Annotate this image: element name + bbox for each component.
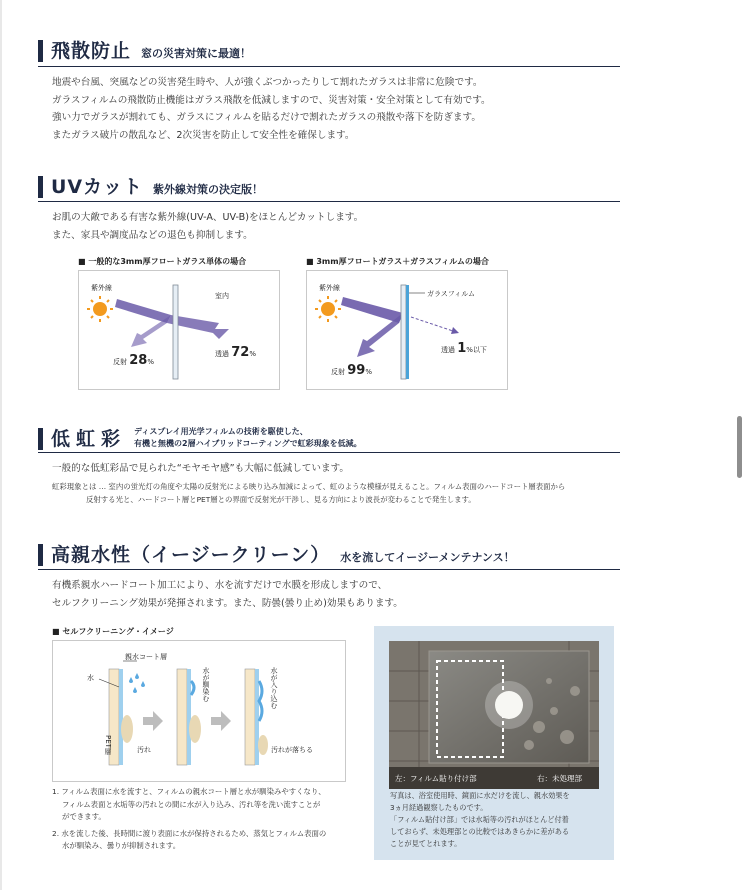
dirt-label: 汚れ (137, 746, 151, 754)
reflect-unit: % (365, 368, 372, 376)
sun-icon (315, 296, 341, 322)
seep-label: 水が馴染む (202, 667, 210, 702)
reflect-label: 反射 (113, 358, 127, 366)
transmit-unit: % (466, 346, 473, 354)
iridescence-body: 一般的な低虹彩品で見られた“モヤモヤ感”も大幅に低減しています。 (52, 463, 349, 474)
transmit-readout (215, 345, 256, 360)
iridescence-note (52, 481, 632, 506)
transmit-suffix: 以下 (472, 346, 487, 354)
caption-line: しておらず、未処理部との比較ではあきらかに差がある (390, 827, 570, 836)
body-line: 強い力でガラスが割れても、ガラスにフィルムを貼るだけで割れたガラスの飛散や落下を防ぎます。 (52, 112, 481, 123)
transmit-label: 透過 (215, 350, 229, 358)
reflect-readout (113, 353, 154, 368)
reflect-unit: % (147, 358, 154, 366)
transmit-dashed-line (411, 317, 453, 331)
reflect-value: 99 (347, 363, 366, 378)
body-line: 有機系親水ハードコート加工により、水を流すだけで水膜を形成しますので、 (52, 580, 388, 591)
heading-bar (38, 428, 43, 450)
subtitle-line: 有機と無機の2層ハイブリッドコーティングで虹彩現象を低減。 (134, 439, 362, 448)
glass-pane (401, 285, 406, 379)
note-line: 2. 水を流した後、長時間に渡り表面に水が保持されるため、蒸気とフィルム表面の (52, 828, 327, 838)
caption-line: 「フィルム貼付け部」では水垢等の汚れがほとんど付着 (390, 815, 569, 824)
film-layer (406, 285, 409, 379)
reflect-readout (331, 363, 372, 378)
pet-label: PET層 (104, 735, 112, 755)
uv-body (52, 209, 622, 244)
page-left-edge (0, 0, 2, 890)
step-arrow (211, 711, 231, 731)
glass-pane (173, 285, 178, 379)
heading-bar (38, 544, 43, 566)
section-title: UVカット (51, 176, 143, 198)
section-title: 低虹彩 (51, 428, 127, 450)
uv-diagram-right (306, 270, 508, 390)
body-line: お肌の大敵である有害な紫外線(UV-A、UV-B)をほとんどカットします。 (52, 212, 364, 223)
transmit-readout (441, 341, 487, 356)
note-line: 虹彩現象とは … 室内の蛍光灯の角度や太陽の反射光による映り込み加減によって、虹のような模様が見えること。フィルム表面のハードコート層表面から (52, 482, 566, 491)
film-label: ガラスフィルム (427, 290, 475, 298)
self-cleaning-graphic (53, 641, 345, 781)
uv-diagram-left (78, 270, 280, 390)
photo-left-label: 左：フィルム貼り付け部 (395, 774, 477, 783)
caption-line: ことが見てとれます。 (390, 839, 462, 848)
heading-bar (38, 40, 43, 62)
scrollbar-thumb[interactable] (737, 416, 742, 478)
transmit-label: 透過 (441, 346, 455, 354)
water-label: 水 (87, 674, 94, 682)
note-line: ができます。 (62, 812, 106, 821)
section-shatter-heading (38, 40, 251, 62)
reflect-label: 反射 (331, 368, 345, 376)
coat-label: 親水コート層 (125, 653, 167, 661)
incoming-uv-arrow (115, 299, 171, 323)
bathroom-mirror-photo (389, 641, 599, 789)
photo-right-label: 右：未処理部 (537, 774, 582, 783)
section-title: 飛散防止 (51, 40, 132, 62)
sun-icon (87, 296, 113, 322)
transmit-value: 72 (231, 345, 250, 360)
section-rule (38, 201, 620, 202)
section-subtitle: 窓の災害対策に最適！ (141, 47, 252, 60)
self-cleaning-diagram (52, 640, 346, 782)
uv-diagram-left-caption: ■ 一般的な3mm厚フロートガラス単体の場合 (78, 257, 247, 266)
section-uv-heading (38, 176, 263, 198)
note-line: 水が馴染み、曇りが抑制されます。 (62, 841, 181, 850)
section-subtitle (134, 426, 362, 450)
self-cleaning-notes (52, 786, 352, 853)
shatter-body (52, 74, 622, 144)
body-line: またガラス破片の散乱など、2次災害を防止して安全性を確保します。 (52, 129, 355, 141)
self-cleaning-caption: ■ セルフクリーニング・イメージ (52, 627, 174, 636)
body-line: 地震や台風、突風などの災害発生時や、人が強くぶつかったりして割れたガラスは非常に危険です。 (52, 77, 483, 88)
section-rule (38, 66, 620, 67)
subtitle-line: ディスプレイ用光学フィルムの技術を駆使した、 (134, 427, 308, 436)
heading-bar (38, 176, 43, 198)
uv-label: 紫外線 (319, 284, 340, 292)
transmit-unit: % (249, 350, 256, 358)
note-line: 1. フィルム表面に水を流すと、フィルムの親水コート層と水が馴染みやすくなり、 (52, 787, 326, 796)
reflect-arrow (357, 313, 403, 357)
section-title: 高親水性（イージークリーン） (51, 544, 331, 566)
caption-line: 写真は、浴室使用時、鏡面に水だけを流し、親水効果を (390, 791, 570, 800)
section-rule (38, 569, 620, 570)
indoor-label: 室内 (215, 292, 229, 300)
body-line: また、家具や調度品などの退色も抑制します。 (52, 229, 253, 241)
note-line: フィルム表面と水垢等の汚れとの間に水が入り込み、汚れ等を洗い流すことが (62, 799, 321, 809)
section-rule (38, 452, 620, 453)
body-line: セルフクリーニング効果が発揮されます。また、防曇(曇り止め)効果もあります。 (52, 597, 403, 609)
caption-line: 3ヵ月経過観察したものです。 (390, 803, 488, 812)
step-arrow (143, 711, 163, 731)
incoming-uv-arrow (341, 297, 403, 323)
enter-label: 水が入り込む (270, 667, 278, 709)
reflect-arrow (131, 315, 171, 347)
uv-diagram-right-caption: ■ 3mm厚フロートガラス＋ガラスフィルムの場合 (306, 257, 489, 266)
photo-graphic (389, 641, 599, 789)
section-subtitle: 紫外線対策の決定版！ (152, 183, 263, 196)
hydrophilic-body (52, 577, 622, 612)
section-subtitle: 水を流してイージーメンテナンス！ (340, 551, 515, 564)
uv-label: 紫外線 (91, 284, 112, 292)
drop-label: 汚れが落ちる (271, 746, 313, 754)
bathroom-photo-panel (374, 626, 614, 860)
body-line: ガラスフィルムの飛散防止機能はガラス飛散を低減しますので、災害対策・安全対策として有効です。 (52, 94, 491, 106)
note-line: 反射する光と、ハードコート層とPET層との界面で反射光が干渉し、見る方向により波長が変わることで発生します。 (86, 494, 476, 504)
section-iridescence-heading (38, 426, 362, 450)
photo-caption (390, 790, 600, 850)
reflect-value: 28 (129, 353, 148, 368)
section-hydrophilic-heading (38, 544, 515, 566)
transmit-value: 1 (457, 341, 467, 356)
